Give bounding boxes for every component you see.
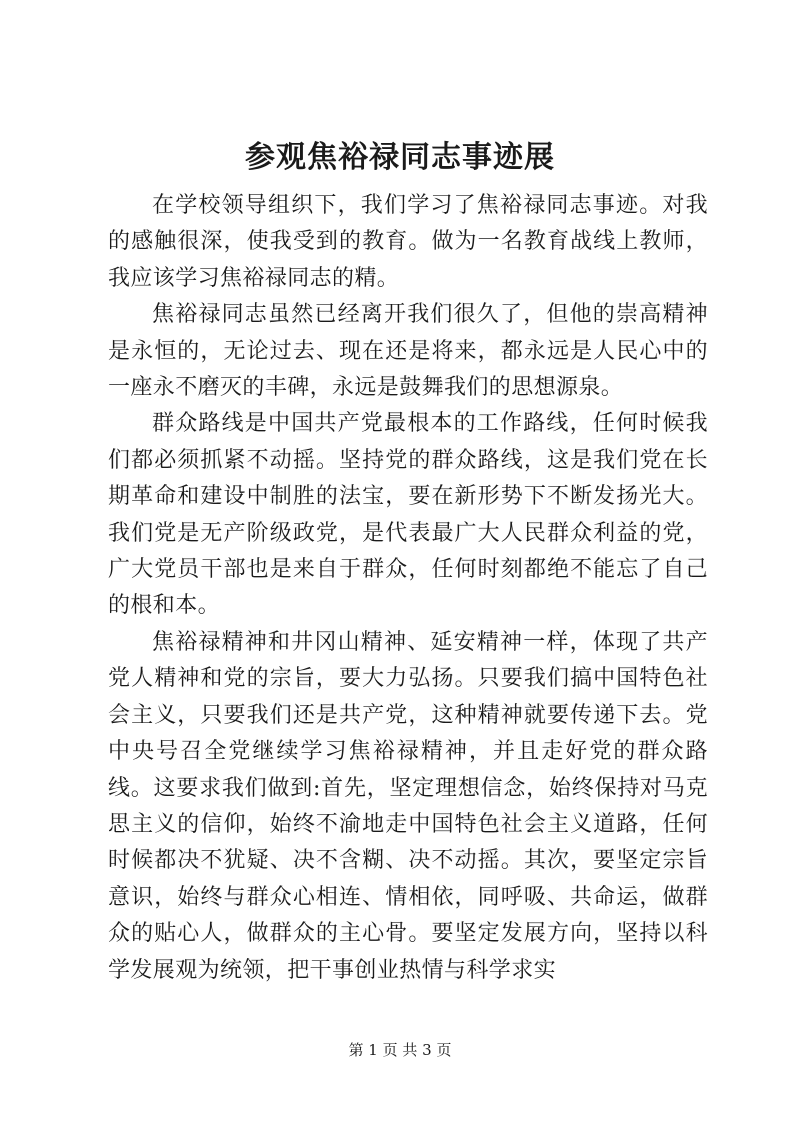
document-title: 参观焦裕禄同志事迹展 <box>245 140 555 175</box>
page-footer: 第 1 页 共 3 页 <box>348 1041 452 1059</box>
paragraph-3: 群众路线是中国共产党最根本的工作路线，任何时候我们都必须抓紧不动摇。坚持党的群众路线，这是我们党在长期革命和建设中制胜的法宝，要在新形势下不断发扬光大。我们党是无产阶级政党，是代表最广大人民群众利益的党，广大党员干部也是来自于群众，任何时刻都绝不能忘了自己的根和本。 <box>108 411 708 619</box>
paragraph-1: 在学校领导组织下，我们学习了焦裕禄同志事迹。对我的感触很深，使我受到的教育。做为一名教育战线上教师，我应该学习焦裕禄同志的精。 <box>108 193 708 291</box>
paragraph-4: 焦裕禄精神和井冈山精神、延安精神一样，体现了共产党人精神和党的宗旨，要大力弘扬。只要我们搞中国特色社会主义，只要我们还是共产党，这种精神就要传递下去。党中央号召全党继续学习焦裕禄精神，并且走好党的群众路线。这要求我们做到:首先，坚定理想信念，始终保持对马克思主义的信仰，始终不渝地走中国特色社会主义道路，任何时候都决不犹疑、决不含糊、决不动摇。其次，要坚定宗旨意识，始终与群众心相连、情相依，同呼吸、共命运，做群众的贴心人，做群众的主心骨。要坚定发展方向，坚持以科学发展观为统领，把干事创业热情与科学求实 <box>108 629 708 983</box>
paragraph-2: 焦裕禄同志虽然已经离开我们很久了，但他的崇高精神是永恒的，无论过去、现在还是将来，都永远是人民心中的一座永不磨灭的丰碑，永远是鼓舞我们的思想源泉。 <box>108 302 708 401</box>
document-body <box>108 188 708 989</box>
